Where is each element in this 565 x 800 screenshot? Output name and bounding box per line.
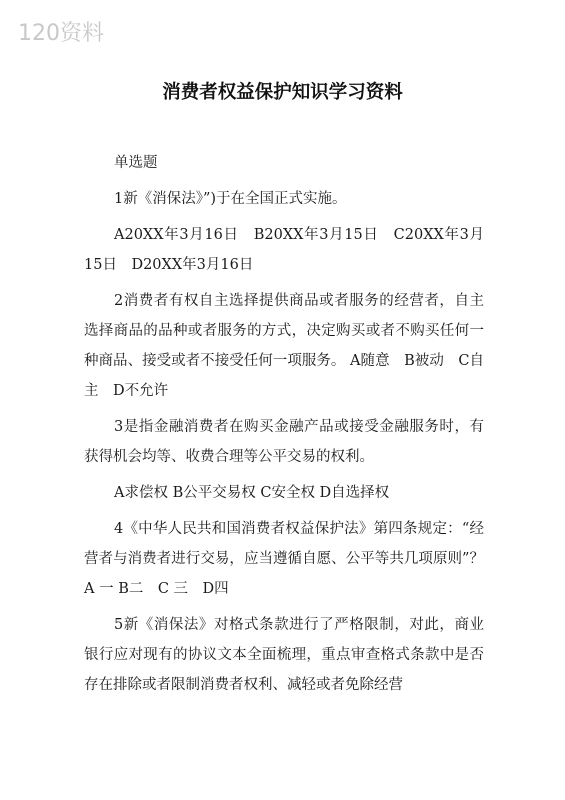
question-3-options: A求偿权 B公平交易权 C安全权 D自选择权 [114,485,390,501]
question-4: 4《中华人民共和国消费者权益保护法》第四条规定：“经营者与消费者进行交易，应当遵循自愿、公平等共几项原则”？ A 一 B二 C 三 D四 [84,521,484,597]
question-3: 3是指金融消费者在购买金融产品或接受金融服务时，有获得机会均等、收费合理等公平交易的权利。 [84,419,484,465]
section-heading: 单选题 [114,155,158,171]
document-body [84,148,484,706]
question-5: 5新《消保法》对格式条款进行了严格限制，对此，商业银行应对现有的协议文本全面梳理，重点审查格式条款中是否存在排除或者限制消费者权利、减轻或者免除经营 [84,617,484,693]
question-2: 2消费者有权自主选择提供商品或者服务的经营者，自主选择商品的品种或者服务的方式，决定购买或者不购买任何一种商品、接受或者不接受任何一项服务。 A随意 B被动 C自主 D不允许 [84,293,484,399]
question-1: 1新《消保法》”)于在全国正式实施。 [114,191,347,207]
document-title: 消费者权益保护知识学习资料 [162,82,403,103]
watermark: 120资料 [18,21,104,46]
question-1-options: A20XX年3月16日 B20XX年3月15日 C20XX年3月15日 D20XX年3月16日 [84,227,484,273]
